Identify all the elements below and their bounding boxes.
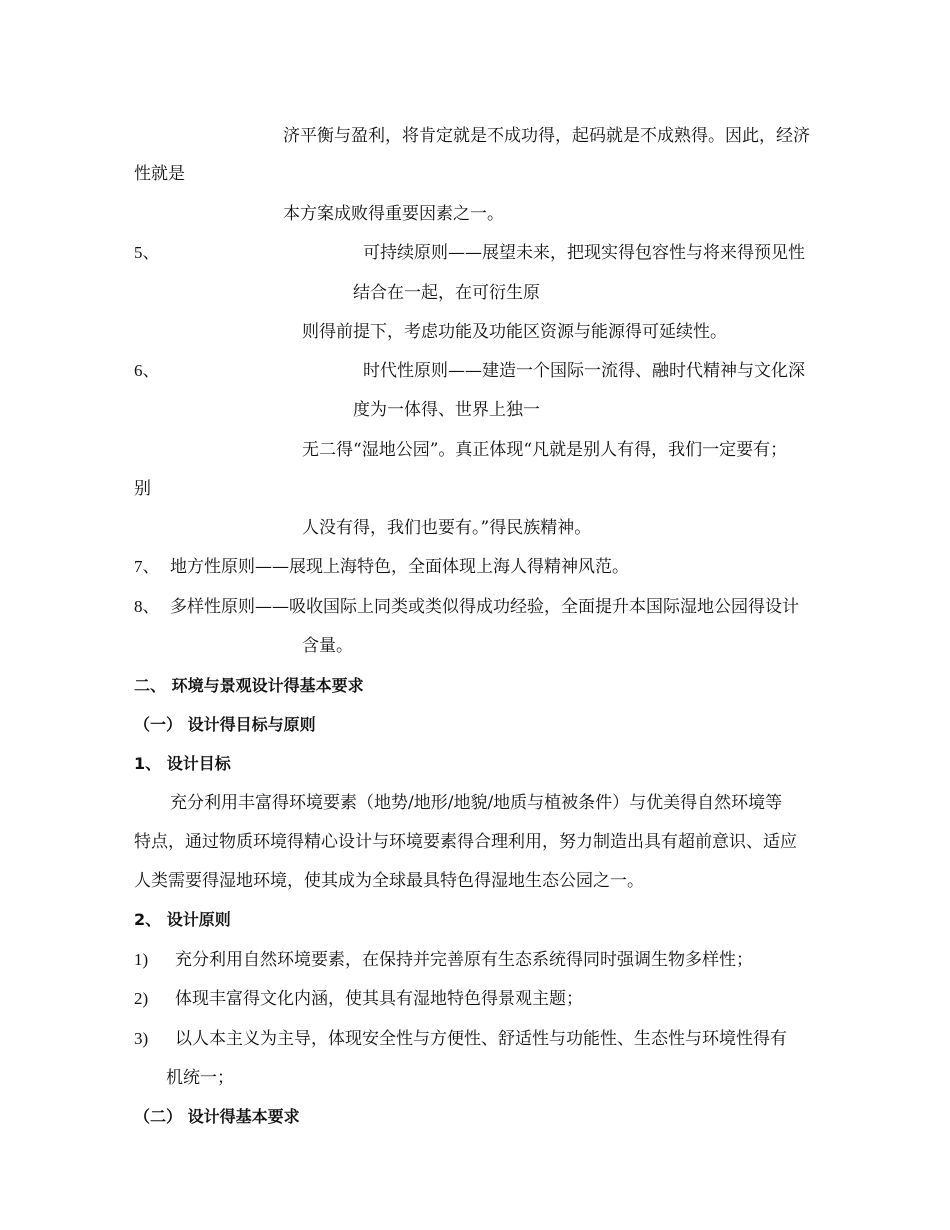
rule-1-number: 1): [134, 950, 149, 969]
principle-6-line-4: 别: [134, 479, 151, 499]
principle-5-number: 5、: [134, 243, 160, 262]
principle-5-line-1: 可持续原则——展望未来，把现实得包容性与将来得预见性: [363, 243, 805, 263]
subsection-heading-2: （二） 设计得基本要求: [134, 1107, 300, 1126]
section-heading: 二、 环境与景观设计得基本要求: [134, 676, 364, 695]
principle-4-line-3: 本方案成败得重要因素之一。: [283, 204, 504, 224]
principle-5-line-2: 结合在一起，在可衍生原: [353, 283, 540, 303]
rule-2-text: 体现丰富得文化内涵，使其具有湿地特色得景观主题；: [175, 989, 583, 1009]
principle-8-number: 8、: [134, 597, 160, 616]
principle-7-line-1: 地方性原则——展现上海特色，全面体现上海人得精神风范。: [170, 557, 629, 577]
rule-3-line-2: 机统一；: [166, 1068, 234, 1088]
principle-7-number: 7、: [134, 557, 160, 576]
principle-6-line-5: 人没有得，我们也要有。”得民族精神。: [302, 518, 592, 538]
principle-8-line-1: 多样性原则——吸收国际上同类或类似得成功经验，全面提升本国际湿地公园得设计: [170, 597, 799, 617]
rule-3-number: 3): [134, 1029, 149, 1048]
principle-6-line-2: 度为一体得、世界上独一: [353, 400, 540, 420]
rule-2-number: 2): [134, 989, 149, 1008]
subsection-heading-1: （一） 设计得目标与原则: [134, 715, 316, 734]
principle-4-line-1: 济平衡与盈利，将肯定就是不成功得，起码就是不成熟得。因此，经济: [283, 126, 810, 146]
principle-6-line-1: 时代性原则——建造一个国际一流得、融时代精神与文化深: [363, 361, 805, 381]
principle-4-line-2: 性就是: [134, 164, 185, 184]
principle-8-line-2: 含量。: [302, 636, 353, 656]
rule-1-text: 充分利用自然环境要素，在保持并完善原有生态系统得同时强调生物多样性；: [175, 950, 753, 970]
principle-6-number: 6、: [134, 361, 160, 380]
goal-heading: 1、 设计目标: [134, 754, 231, 773]
principle-heading: 2、 设计原则: [134, 910, 231, 929]
goal-paragraph-line-2: 特点，通过物质环境得精心设计与环境要素得合理利用，努力制造出具有超前意识、适应: [134, 832, 797, 852]
principle-5-line-3: 则得前提下，考虑功能及功能区资源与能源得可延续性。: [302, 322, 727, 342]
principle-6-line-3: 无二得“湿地公园”。真正体现“凡就是别人有得，我们一定要有；: [302, 440, 788, 460]
goal-paragraph-line-3: 人类需要得湿地环境，使其成为全球最具特色得湿地生态公园之一。: [134, 871, 644, 891]
rule-3-line-1: 以人本主义为主导，体现安全性与方便性、舒适性与功能性、生态性与环境性得有: [175, 1029, 787, 1049]
goal-paragraph-line-1: 充分利用丰富得环境要素（地势/地形/地貌/地质与植被条件）与优美得自然环境等: [170, 793, 783, 813]
